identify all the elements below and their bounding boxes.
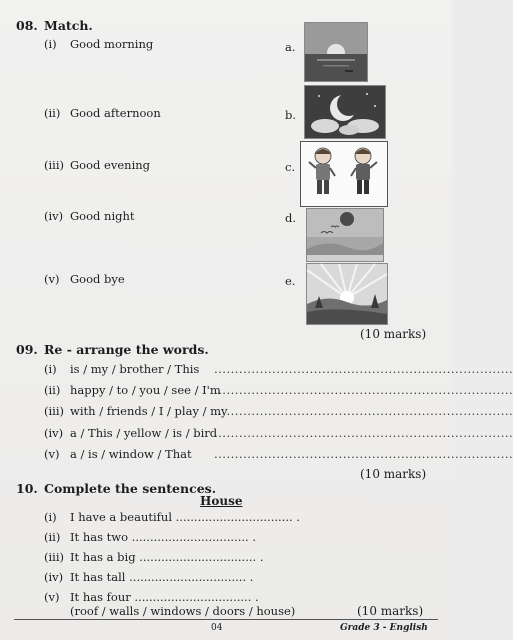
q10-marks: (10 marks) [357, 604, 424, 618]
grade-label: Grade 3 - English [340, 623, 428, 633]
sun-birds-image [306, 208, 384, 262]
q08-letter-e: e. [285, 274, 296, 288]
q08-marks: (10 marks) [360, 327, 427, 341]
q09-item-2: (ii) happy / to / you / see / I'm [44, 383, 221, 397]
page-number: 04 [211, 623, 223, 633]
q10-item-1: (i) I have a beautiful ................................ . [44, 510, 300, 524]
q10-item-4: (iv) It has tall ................................ . [44, 570, 254, 584]
q08-letter-c: c. [285, 160, 296, 174]
q09-item-5: (v) a / is / window / That [44, 447, 192, 461]
q08-number: 08. [16, 18, 38, 33]
q08-item-1: (i) Good morning [44, 37, 154, 51]
q09-number: 09. [16, 342, 38, 357]
q10-title: Complete the sentences. [44, 481, 217, 496]
q10-word-bank: (roof / walls / windows / doors / house) [70, 604, 296, 618]
q08-letter-d: d. [285, 211, 297, 225]
q08-letter-b: b. [285, 108, 297, 122]
q09-answer-line-1[interactable]: ........................................................................ [214, 362, 513, 376]
q08-item-3: (iii) Good evening [44, 158, 151, 172]
q09-item-1: (i) is / my / brother / This [44, 362, 200, 376]
q09-answer-line-2[interactable]: ........................................................................ [214, 383, 513, 397]
q09-title: Re - arrange the words. [44, 342, 209, 357]
moon-clouds-image [304, 85, 386, 139]
q10-number: 10. [16, 481, 38, 496]
q10-item-5: (v) It has four ................................ . [44, 590, 259, 604]
footer-divider [14, 619, 438, 620]
q08-item-5: (v) Good bye [44, 272, 125, 286]
sunrise-sea-image [304, 22, 368, 82]
q10-subtitle: House [200, 494, 243, 508]
q09-answer-line-5[interactable]: ........................................................................ [214, 447, 513, 461]
q08-title: Match. [44, 18, 93, 33]
q09-item-3: (iii) with / friends / I / play / my [44, 404, 228, 418]
q10-item-3: (iii) It has a big ................................ . [44, 550, 264, 564]
q10-item-2: (ii) It has two ................................ . [44, 530, 256, 544]
q08-item-4: (iv) Good night [44, 209, 135, 223]
sunburst-landscape-image [306, 263, 388, 325]
q08-item-2: (ii) Good afternoon [44, 106, 161, 120]
q09-answer-line-3[interactable]: ........................................................................ [214, 404, 513, 418]
q08-letter-a: a. [285, 40, 296, 54]
q09-item-4: (iv) a / This / yellow / is / bird [44, 426, 218, 440]
q09-marks: (10 marks) [360, 467, 427, 481]
two-boys-image [300, 141, 388, 207]
q09-answer-line-4[interactable]: ........................................................................ [214, 426, 513, 440]
